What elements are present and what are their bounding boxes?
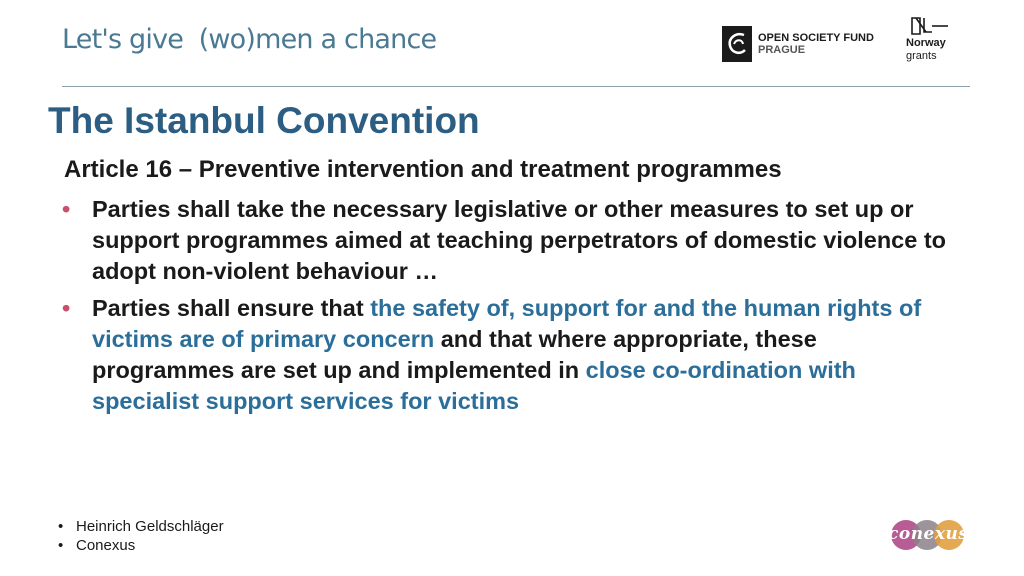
bullet-list	[62, 194, 962, 423]
footer-author: Heinrich Geldschläger	[76, 518, 224, 535]
norway-name: Norway	[906, 37, 946, 49]
bullet-highlight: close co-ordination with specialist support services for victims	[92, 357, 856, 414]
conexus-wordmark: conexus	[888, 524, 969, 544]
bullet-item	[62, 293, 962, 417]
bullet-highlight: the safety of, support for and the human rights of victims are of primary concern	[92, 295, 922, 352]
footer-list	[58, 517, 224, 555]
osf-mark-icon	[722, 26, 752, 62]
footer-item	[58, 517, 224, 536]
bullet-text: Parties shall take the necessary legislative or other measures to set up or support programmes aimed at teaching perpetrators of domestic violence to adopt non-violent behaviour …	[92, 196, 947, 284]
bullet-icon: •	[58, 518, 64, 535]
bullet-icon: •	[62, 295, 71, 321]
norway-mark-icon	[910, 16, 950, 36]
footer-org: Conexus	[76, 537, 136, 554]
slide-title: The Istanbul Convention	[48, 100, 480, 141]
header-divider	[62, 86, 970, 87]
norway-sub: grants	[906, 50, 937, 62]
footer-item	[58, 536, 224, 555]
osf-city: PRAGUE	[758, 44, 806, 56]
bullet-text-part: and that where appropriate, these programmes are set up and implemented in	[92, 326, 817, 383]
bullet-icon: •	[62, 196, 71, 222]
tagline: Let's give (wo)men a chance	[62, 24, 437, 55]
bullet-text-part: Parties shall ensure that	[92, 295, 371, 321]
open-society-fund-logo	[722, 26, 874, 62]
article-heading: Article 16 – Preventive intervention and treatment programmes	[64, 156, 782, 183]
norway-grants-logo	[906, 16, 956, 62]
conexus-logo	[886, 519, 970, 551]
bullet-icon: •	[58, 537, 64, 554]
bullet-item	[62, 194, 962, 287]
osf-name: OPEN SOCIETY FUND	[758, 32, 874, 44]
